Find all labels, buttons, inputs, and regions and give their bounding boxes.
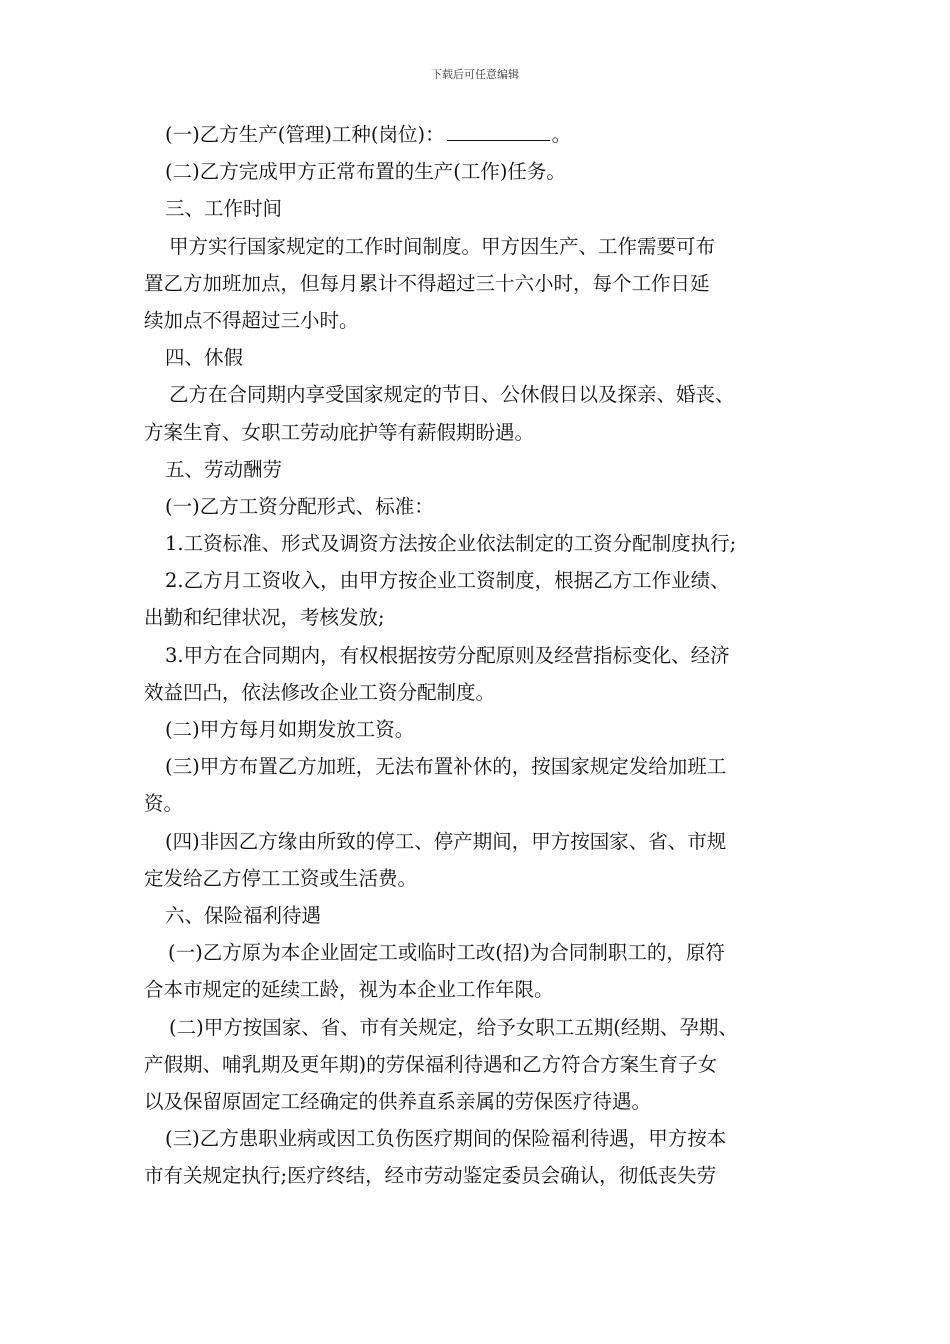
- text-line: [144, 153, 824, 190]
- line-text: 四、休假: [165, 346, 244, 370]
- text-line: [144, 823, 824, 860]
- line-text: (二)乙方完成甲方正常布置的生产(工作)任务。: [165, 160, 566, 184]
- text-line: [144, 1046, 824, 1083]
- text-line: [144, 860, 824, 897]
- text-line: [144, 1120, 824, 1157]
- fill-in-blank: [447, 120, 550, 141]
- text-line: [144, 228, 824, 265]
- text-line: [144, 488, 824, 525]
- text-line: [144, 265, 824, 302]
- line-text: (四)非因乙方缘由所致的停工、停产期间，甲方按国家、省、市规: [165, 829, 727, 853]
- text-line: [144, 674, 824, 711]
- line-text: (一)乙方原为本企业固定工或临时工改(招)为合同制职工的，原符: [168, 941, 725, 965]
- text-line: [144, 897, 824, 934]
- text-line: [144, 414, 824, 451]
- text-line: [144, 1157, 824, 1194]
- text-line: [144, 302, 824, 339]
- line-text: 乙方在合同期内享受国家规定的节日、公休假日以及探亲、婚丧、: [169, 383, 735, 407]
- line-text-after: 。: [551, 123, 572, 146]
- line-text: 1.工资标准、形式及调资方法按企业依法制定的工资分配制度执行;: [165, 532, 737, 556]
- line-text: (三)乙方患职业病或因工负伤医疗期间的保险福利待遇，甲方按本: [165, 1127, 727, 1151]
- line-text: 置乙方加班加点，但每月累计不得超过三十六小时，每个工作日延: [144, 271, 710, 295]
- document-body: [144, 116, 824, 1194]
- text-line: [144, 971, 824, 1008]
- line-text: 3.甲方在合同期内，有权根据按劳分配原则及经营指标变化、经济: [165, 643, 730, 667]
- text-line: [144, 748, 824, 785]
- line-text: (二)甲方每月如期发放工资。: [165, 718, 415, 741]
- line-text: 定发给乙方停工工资或生活费。: [144, 866, 418, 890]
- text-line: [144, 116, 824, 153]
- line-text: 三、工作时间: [165, 197, 283, 221]
- line-text: (一)乙方工资分配形式、标准：: [165, 494, 434, 518]
- text-line: [144, 599, 824, 636]
- line-text: 市有关规定执行;医疗终结，经市劳动鉴定委员会确认，彻低丧失劳: [144, 1164, 717, 1188]
- line-text: 续加点不得超过三小时。: [144, 308, 359, 332]
- line-text: 五、劳动酬劳: [165, 457, 283, 481]
- line-text: 2.乙方月工资收入，由甲方按企业工资制度，根据乙方工作业绩、: [165, 569, 730, 593]
- line-text: (一)乙方生产(管理)工种(岗位)：: [165, 123, 445, 146]
- text-line: [144, 934, 824, 971]
- text-line: [144, 376, 824, 413]
- line-text: 出勤和纪律状况，考核发放;: [144, 606, 385, 630]
- line-text: 以及保留原固定工经确定的供养直系亲属的劳保医疗待遇。: [144, 1089, 652, 1113]
- page-header: 下载后可任意编辑: [431, 68, 519, 81]
- text-line: [144, 525, 824, 562]
- text-line: [144, 339, 824, 376]
- line-text: 资。: [144, 792, 184, 816]
- text-line: [144, 1009, 824, 1046]
- line-text: 甲方实行国家规定的工作时间制度。甲方因生产、工作需要可布: [169, 234, 716, 258]
- text-line: [144, 785, 824, 822]
- line-text: (二)甲方按国家、省、市有关规定，给予女职工五期(经期、孕期、: [169, 1015, 738, 1039]
- text-line: [144, 1083, 824, 1120]
- text-line: [144, 711, 824, 748]
- line-text: (三)甲方布置乙方加班，无法布置补休的，按国家规定发给加班工: [165, 755, 727, 779]
- line-text: 效益凹凸，依法修改企业工资分配制度。: [144, 680, 496, 704]
- line-text: 方案生育、女职工劳动庇护等有薪假期盼遇。: [144, 420, 535, 444]
- text-line: [144, 451, 824, 488]
- text-line: [144, 562, 824, 599]
- line-text: 合本市规定的延续工龄，视为本企业工作年限。: [144, 978, 554, 1002]
- line-text: 六、保险福利待遇: [165, 903, 322, 927]
- text-line: [144, 190, 824, 227]
- line-text: 产假期、哺乳期及更年期)的劳保福利待遇和乙方符合方案生育子女: [144, 1052, 718, 1076]
- text-line: [144, 637, 824, 674]
